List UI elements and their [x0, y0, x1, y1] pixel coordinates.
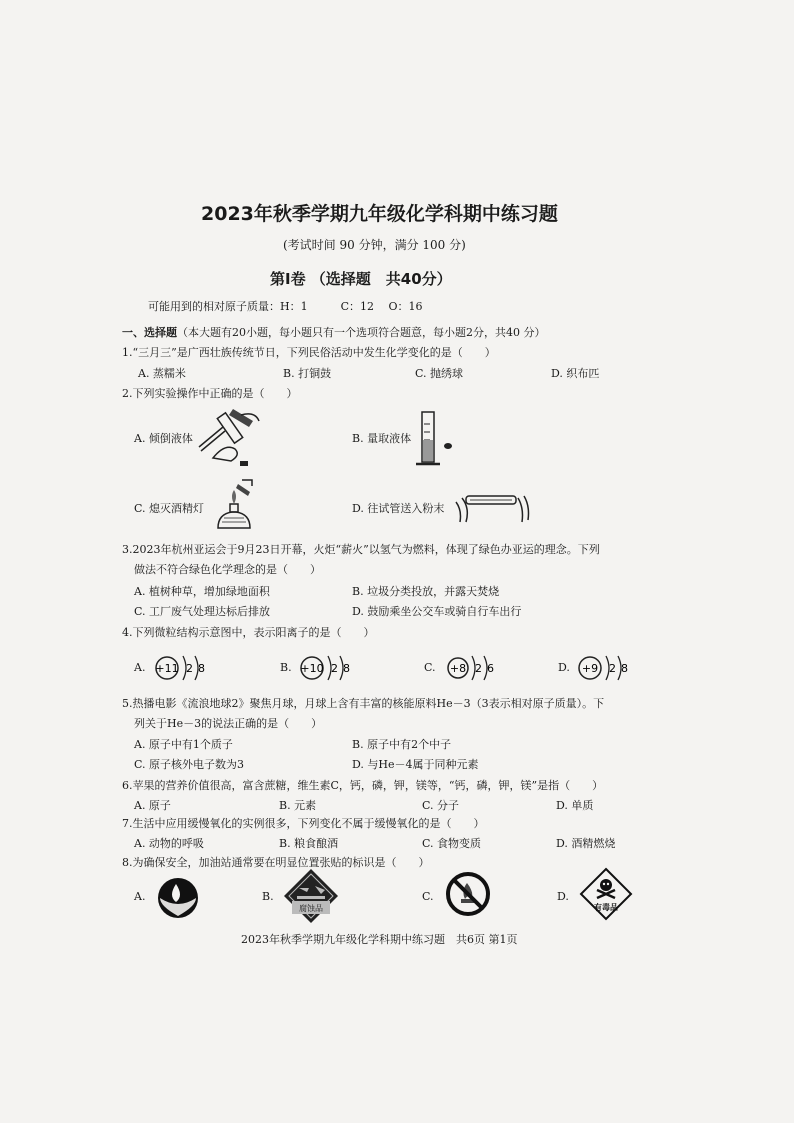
- q7-stem: 7.生活中应用缓慢氧化的实例很多，下列变化不属于缓慢氧化的是（ ）: [122, 817, 485, 830]
- q1-option-a: A. 蒸糯米: [138, 367, 186, 380]
- atom-d-nucleus: +9: [581, 662, 599, 675]
- q6-stem: 6.苹果的营养价值很高，富含蔗糖，维生素C，钙，磷，钾，镁等，“钙，磷，钾，镁”是指（ ）: [122, 779, 604, 792]
- atom-c-nucleus: +8: [449, 662, 467, 675]
- toxic-sign-icon: [580, 868, 632, 920]
- section-title: 第Ⅰ卷 （选择题 共40分）: [270, 270, 452, 288]
- q4-stem: 4.下列微粒结构示意图中，表示阳离子的是（ ）: [122, 626, 375, 639]
- q4-option-d: D.: [558, 661, 570, 674]
- atomic-mass-note: 可能用到的相对原子质量：H：1 C：12 O：16: [148, 300, 423, 313]
- no-fire-sign-icon: [445, 871, 491, 917]
- q1-option-b: B. 打铜鼓: [283, 367, 332, 380]
- part1-heading: 一、选择题: [122, 326, 177, 339]
- atom-c-shell-2: 6: [487, 662, 494, 675]
- q5-option-c: C. 原子核外电子数为3: [134, 758, 245, 771]
- q1-stem: 1.“三月三”是广西壮族传统节日，下列民俗活动中发生化学变化的是（ ）: [122, 346, 496, 359]
- q8-option-c: C.: [422, 890, 434, 903]
- q6-option-d: D. 单质: [556, 799, 594, 812]
- q7-option-a: A. 动物的呼吸: [134, 837, 204, 850]
- q4-option-a: A.: [134, 661, 146, 674]
- q2-option-b: B. 量取液体: [352, 432, 412, 445]
- toxic-sign-label: 有毒品: [594, 903, 618, 912]
- q8-stem: 8.为确保安全，加油站通常要在明显位置张贴的标识是（ ）: [122, 856, 430, 869]
- exam-subtitle: (考试时间 90 分钟，满分 100 分): [283, 238, 466, 252]
- exam-title: 2023年秋季学期九年级化学科期中练习题: [201, 203, 558, 225]
- q2-stem: 2.下列实验操作中正确的是（ ）: [122, 387, 298, 400]
- atom-diagram-c: [444, 652, 504, 684]
- q8-option-a: A.: [134, 890, 146, 903]
- q3-option-c: C. 工厂废气处理达标后排放: [134, 605, 271, 618]
- q1-option-c: C. 抛绣球: [415, 367, 464, 380]
- q6-option-c: C. 分子: [422, 799, 460, 812]
- q5-stem-line2: 列关于He－3的说法正确的是（ ）: [134, 717, 323, 730]
- q7-option-d: D. 酒精燃烧: [556, 837, 616, 850]
- atom-d-shell-1: 2: [609, 662, 616, 675]
- q5-stem-line1: 5.热播电影《流浪地球2》聚焦月球，月球上含有丰富的核能原料He－3（3表示相对原子质量）。下: [122, 697, 605, 710]
- q2-option-d: D. 往试管送入粉末: [352, 502, 445, 515]
- atom-b-shell-2: 8: [343, 662, 350, 675]
- q3-stem-line1: 3.2023年杭州亚运会于9月23日开幕，火炬“薪火”以氢气为燃料，体现了绿色办亚运的理念。下列: [122, 543, 600, 556]
- q6-option-a: A. 原子: [134, 799, 171, 812]
- q5-option-d: D. 与He－4属于同种元素: [352, 758, 479, 771]
- q2-option-c: C. 熄灭酒精灯: [134, 502, 205, 515]
- corrosive-sign-label: 腐蚀品: [299, 904, 323, 913]
- atom-a-nucleus: +11: [155, 662, 179, 675]
- q4-option-b: B.: [280, 661, 292, 674]
- q3-option-d: D. 鼓励乘坐公交车或骑自行车出行: [352, 605, 522, 618]
- q7-option-c: C. 食物变质: [422, 837, 482, 850]
- q3-option-b: B. 垃圾分类投放，并露天焚烧: [352, 585, 500, 598]
- water-saving-sign-icon: [156, 876, 200, 920]
- corrosive-sign-icon: [283, 868, 339, 924]
- pour-liquid-figure: [195, 403, 265, 471]
- q2-option-a: A. 倾倒液体: [134, 432, 193, 445]
- alcohol-lamp-figure: [212, 478, 262, 530]
- powder-test-tube-figure: [452, 488, 530, 528]
- atom-diagram-a: [153, 652, 213, 684]
- atom-diagram-d: [576, 652, 636, 684]
- part1-heading-line: [122, 326, 546, 340]
- q3-option-a: A. 植树种草，增加绿地面积: [134, 585, 270, 598]
- q4-option-c: C.: [424, 661, 436, 674]
- atom-a-shell-2: 8: [198, 662, 205, 675]
- q7-option-b: B. 粮食酿酒: [279, 837, 339, 850]
- part1-instruction: （本大题有20小题，每小题只有一个选项符合题意，每小题2分，共40 分）: [177, 326, 546, 339]
- atom-diagram-b: [298, 652, 358, 684]
- measuring-cylinder-figure: [412, 410, 456, 468]
- q1-option-d: D. 织布匹: [551, 367, 600, 380]
- atom-b-nucleus: +10: [300, 662, 324, 675]
- q8-option-b: B.: [262, 890, 274, 903]
- atom-d-shell-2: 8: [621, 662, 628, 675]
- q5-option-b: B. 原子中有2个中子: [352, 738, 452, 751]
- page-footer: 2023年秋季学期九年级化学科期中练习题 共6页 第1页: [241, 933, 518, 946]
- q3-stem-line2: 做法不符合绿色化学理念的是（ ）: [134, 563, 321, 576]
- q8-option-d: D.: [557, 890, 569, 903]
- atom-a-shell-1: 2: [186, 662, 193, 675]
- q5-option-a: A. 原子中有1个质子: [134, 738, 233, 751]
- atom-c-shell-1: 2: [475, 662, 482, 675]
- atom-b-shell-1: 2: [331, 662, 338, 675]
- q6-option-b: B. 元素: [279, 799, 317, 812]
